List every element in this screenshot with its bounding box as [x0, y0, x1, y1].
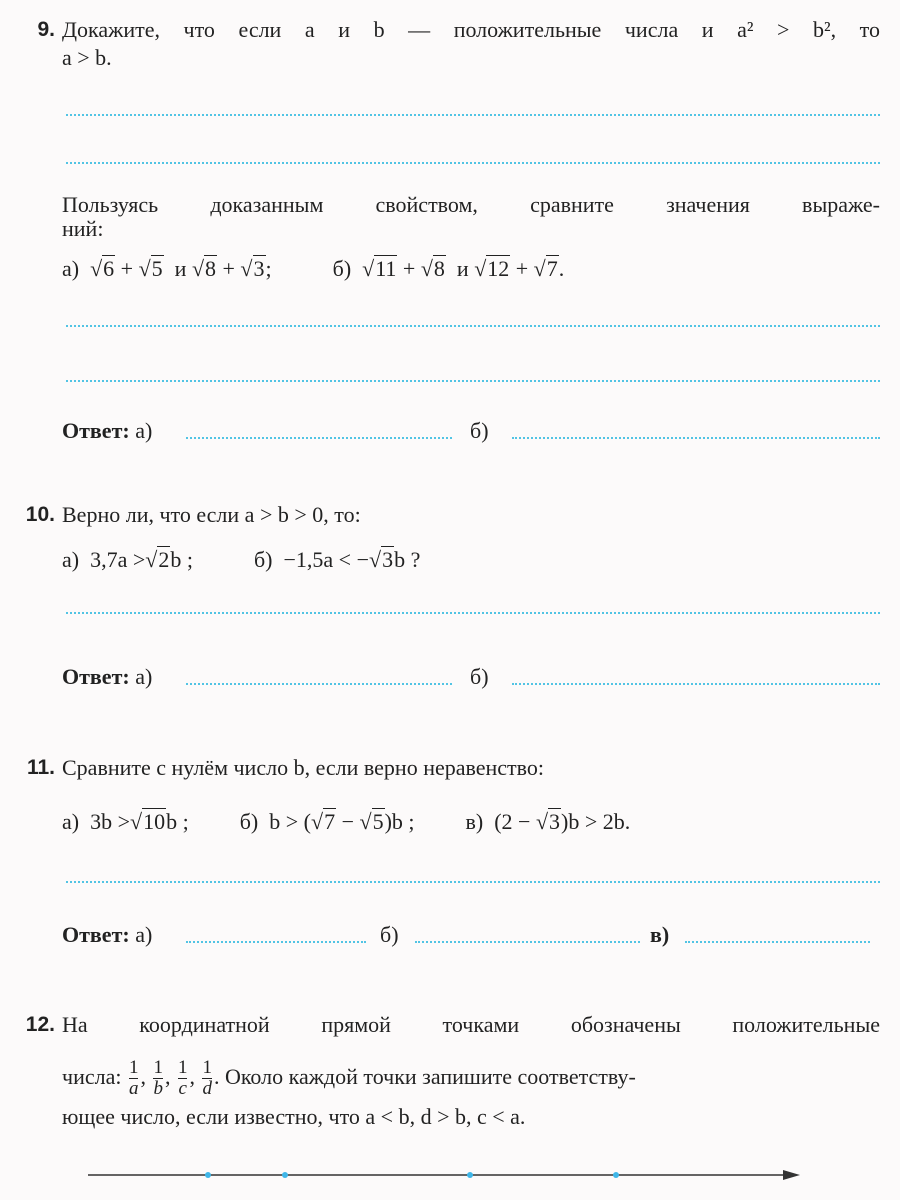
problem-text: ющее число, если известно, что a < b, d > b, c < a.: [62, 1104, 526, 1129]
answer-b-label: б): [380, 922, 399, 947]
answer-a-field[interactable]: [186, 437, 452, 439]
fraction-1-a: $\frac{1}{a}$: [128, 1057, 139, 1100]
answer-line[interactable]: [66, 612, 880, 614]
answer-label: Ответ:: [62, 418, 130, 443]
problem-text: a > b.: [62, 45, 112, 70]
expr: b ?: [394, 547, 421, 572]
subtask-a-label: а): [62, 809, 80, 834]
expr: )b > 2b.: [561, 809, 631, 834]
fraction-1-d: $\frac{1}{d}$: [202, 1057, 212, 1100]
punct: ;: [265, 256, 272, 281]
answer-line[interactable]: [66, 114, 880, 116]
text: . Около каждой точки запишите соответству-: [213, 1064, 636, 1089]
number-line-point[interactable]: [467, 1172, 473, 1178]
expr: 3b >: [90, 809, 131, 834]
answer-a-label: а): [135, 418, 153, 443]
answer-a-field[interactable]: [186, 683, 452, 685]
answer-c-label: в): [650, 922, 670, 947]
number-line-point[interactable]: [205, 1172, 211, 1178]
problem-text: Докажите, что если a и b — положительные числа и a² > b², то: [62, 17, 880, 42]
answer-label: Ответ:: [62, 664, 130, 689]
expr: b ;: [170, 547, 193, 572]
subtask-row: а) 3,7a >√2b ; б) −1,5a < −√3b ?: [62, 547, 421, 572]
expr: 3,7a >: [90, 547, 146, 572]
problem-number: 12.: [25, 1013, 55, 1036]
problem-text: числа: $\frac{1}{a}$ , $\frac{1}{b}$ , $\frac{1}{c}$ , $\frac{1}{d}$ . Около каждой точки запишите соответству-: [62, 1057, 636, 1100]
conjunction: и: [174, 256, 187, 281]
answer-b-field[interactable]: [415, 941, 640, 943]
instruction-text: ний:: [62, 216, 104, 241]
answer-line[interactable]: [66, 162, 880, 164]
subtask-b-label: б): [332, 256, 352, 281]
expr: (2 −: [494, 809, 536, 834]
expr: b ;: [166, 809, 189, 834]
instruction-text: Пользуясь доказанным свойством, сравните значения выраже-: [62, 192, 880, 217]
radicand: 2: [158, 547, 170, 572]
radicand: 11: [375, 256, 397, 281]
answer-c-field[interactable]: [685, 941, 870, 943]
answer-a-label: а): [135, 922, 153, 947]
radicand: 3: [382, 547, 394, 572]
number-line: [0, 1160, 900, 1190]
expr: −1,5a < −: [283, 547, 369, 572]
radicand: 6: [103, 256, 115, 281]
subtask-a-label: а): [62, 256, 80, 281]
expr: )b ;: [384, 809, 415, 834]
text: числа:: [62, 1064, 122, 1089]
radicand: 8: [205, 256, 217, 281]
problem-text: На координатной прямой точками обозначены положительные: [62, 1012, 880, 1037]
radicand: 5: [151, 256, 163, 281]
fraction-1-b: $\frac{1}{b}$: [153, 1057, 163, 1100]
conjunction: и: [456, 256, 469, 281]
subtask-row: а) √6 + √5 и √8 + √3; б) √11 + √8 и √12 + √7.: [62, 256, 565, 281]
number-line-point[interactable]: [613, 1172, 619, 1178]
fraction-1-c: $\frac{1}{c}$: [177, 1057, 188, 1100]
subtask-c-label: в): [465, 809, 484, 834]
answer-b-field[interactable]: [512, 683, 880, 685]
radicand: 3: [549, 809, 561, 834]
radicand: 8: [433, 256, 445, 281]
answer-b-label: б): [470, 418, 489, 443]
answer-line[interactable]: [66, 325, 880, 327]
punct: .: [558, 256, 565, 281]
answer-b-field[interactable]: [512, 437, 880, 439]
answer-line[interactable]: [66, 380, 880, 382]
subtask-b-label: б): [239, 809, 259, 834]
subtask-b-label: б): [253, 547, 273, 572]
radicand: 7: [546, 256, 558, 281]
answer-line[interactable]: [66, 881, 880, 883]
radicand: 10: [143, 809, 166, 834]
arrow-icon: [783, 1170, 800, 1180]
problem-number: 9.: [37, 18, 55, 41]
answer-label: Ответ:: [62, 922, 130, 947]
expr: b > (: [269, 809, 311, 834]
radicand: 7: [324, 809, 336, 834]
problem-text: Верно ли, что если a > b > 0, то:: [62, 502, 361, 527]
radicand: 3: [253, 256, 265, 281]
radicand: 12: [487, 256, 510, 281]
radicand: 5: [372, 809, 384, 834]
expr: −: [336, 809, 360, 834]
problem-text: Сравните с нулём число b, если верно неравенство:: [62, 755, 545, 780]
answer-a-label: а): [135, 664, 153, 689]
problem-number: 11.: [26, 756, 55, 779]
subtask-row: а) 3b >√10b ; б) b > (√7 − √5)b ; в) (2 − √3)b > 2b.: [62, 809, 631, 834]
problem-number: 10.: [25, 503, 55, 526]
subtask-a-label: а): [62, 547, 80, 572]
number-line-point[interactable]: [282, 1172, 288, 1178]
answer-b-label: б): [470, 664, 489, 689]
answer-a-field[interactable]: [186, 941, 366, 943]
